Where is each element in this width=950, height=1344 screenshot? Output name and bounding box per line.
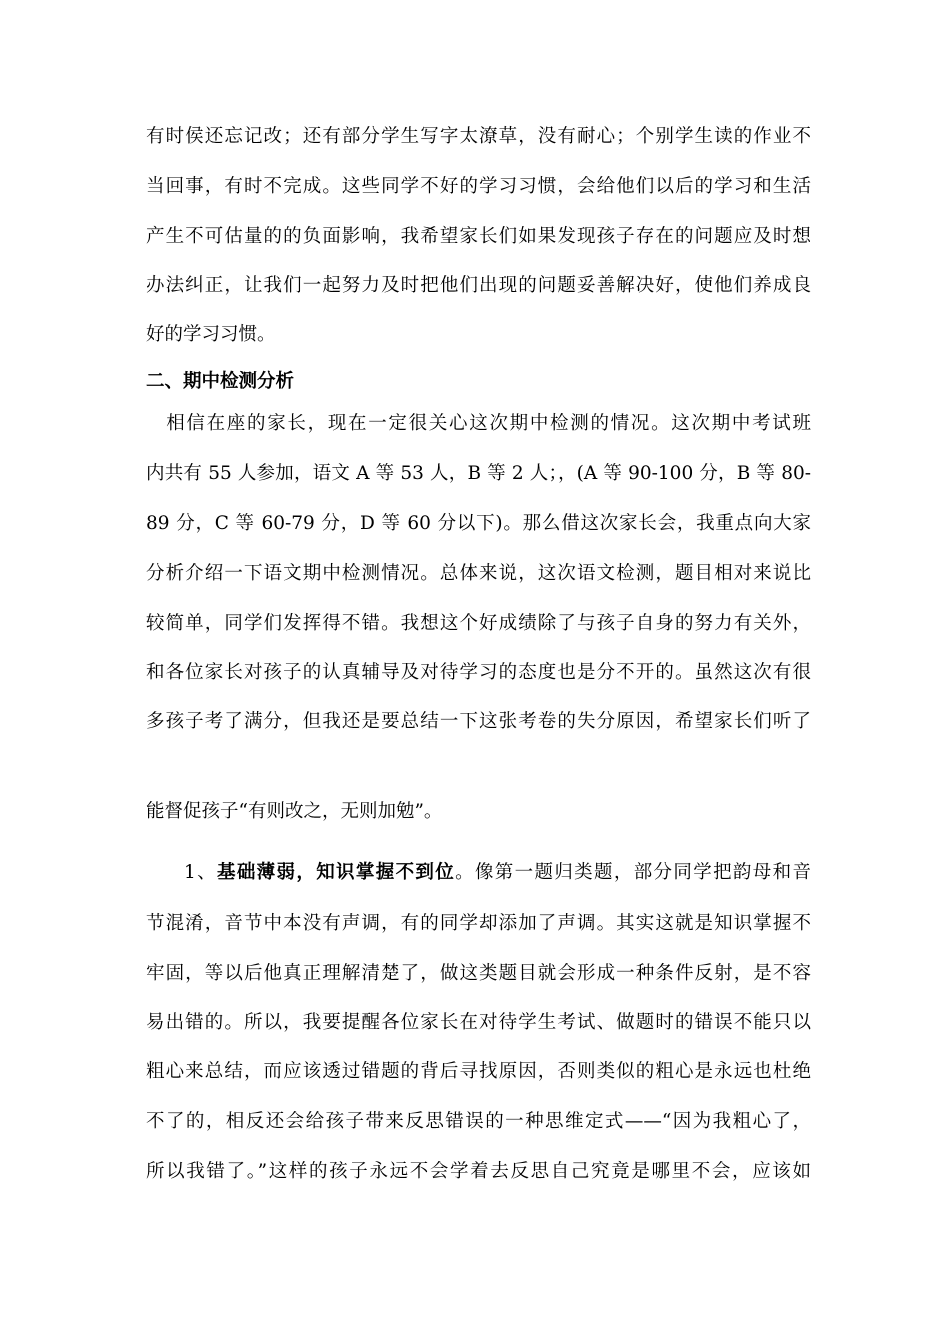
- paragraph-line: 牢固，等以后他真正理解清楚了，做这类题目就会形成一种条件反射，是不容: [146, 963, 811, 984]
- paragraph-line: 所以我错了。”这样的孩子永远不会学着去反思自己究竟是哪里不会，应该如: [146, 1161, 811, 1182]
- section-heading: 二、期中检测分析: [146, 371, 295, 392]
- point-number: 1、: [184, 862, 217, 883]
- paragraph-line: 易出错的。所以，我要提醒各位家长在对待学生考试、做题时的错误不能只以: [146, 1012, 811, 1033]
- paragraph-line: 较简单，同学们发挥得不错。我想这个好成绩除了与孩子自身的努力有关外，: [146, 613, 811, 634]
- paragraph-line: 节混淆，音节中本没有声调，有的同学却添加了声调。其实这就是知识掌握不: [146, 913, 811, 934]
- paragraph-line: 好的学习习惯。: [146, 324, 276, 345]
- paragraph-line: 89 分，C 等 60-79 分，D 等 60 分以下)。那么借这次家长会，我重点向大家: [146, 513, 811, 534]
- paragraph-line: 内共有 55 人参加，语文 A 等 53 人，B 等 2 人；，(A 等 90-100 分，B 等 80-: [146, 463, 811, 484]
- paragraph-line: 相信在座的家长，现在一定很关心这次期中检测的情况。这次期中考试班: [146, 413, 811, 434]
- paragraph-line: 办法纠正，让我们一起努力及时把他们出现的问题妥善解决好，使他们养成良: [146, 275, 811, 296]
- paragraph-line: 不了的，相反还会给孩子带来反思错误的一种思维定式——“因为我粗心了，: [146, 1111, 811, 1132]
- point-text: 。像第一题归类题，部分同学把韵母和音: [455, 862, 811, 883]
- paragraph-line: 分析介绍一下语文期中检测情况。总体来说，这次语文检测，题目相对来说比: [146, 563, 811, 584]
- paragraph-line: 有时侯还忘记改；还有部分学生写字太潦草，没有耐心；个别学生读的作业不: [146, 126, 811, 147]
- paragraph-line: 多孩子考了满分，但我还是要总结一下这张考卷的失分原因，希望家长们听了: [146, 711, 811, 732]
- paragraph-line: 粗心来总结，而应该透过错题的背后寻找原因，否则类似的粗心是永远也杜绝: [146, 1061, 811, 1082]
- point-line: [184, 860, 811, 886]
- point-title: 基础薄弱，知识掌握不到位: [216, 862, 456, 883]
- paragraph-line: 产生不可估量的的负面影响，我希望家长们如果发现孩子存在的问题应及时想: [146, 226, 811, 247]
- paragraph-line: 和各位家长对孩子的认真辅导及对待学习的态度也是分不开的。虽然这次有很: [146, 662, 811, 683]
- paragraph-line: 当回事，有时不完成。这些同学不好的学习习惯，会给他们以后的学习和生活: [146, 176, 811, 197]
- paragraph-line: 能督促孩子“有则改之，无则加勉”。: [146, 801, 443, 822]
